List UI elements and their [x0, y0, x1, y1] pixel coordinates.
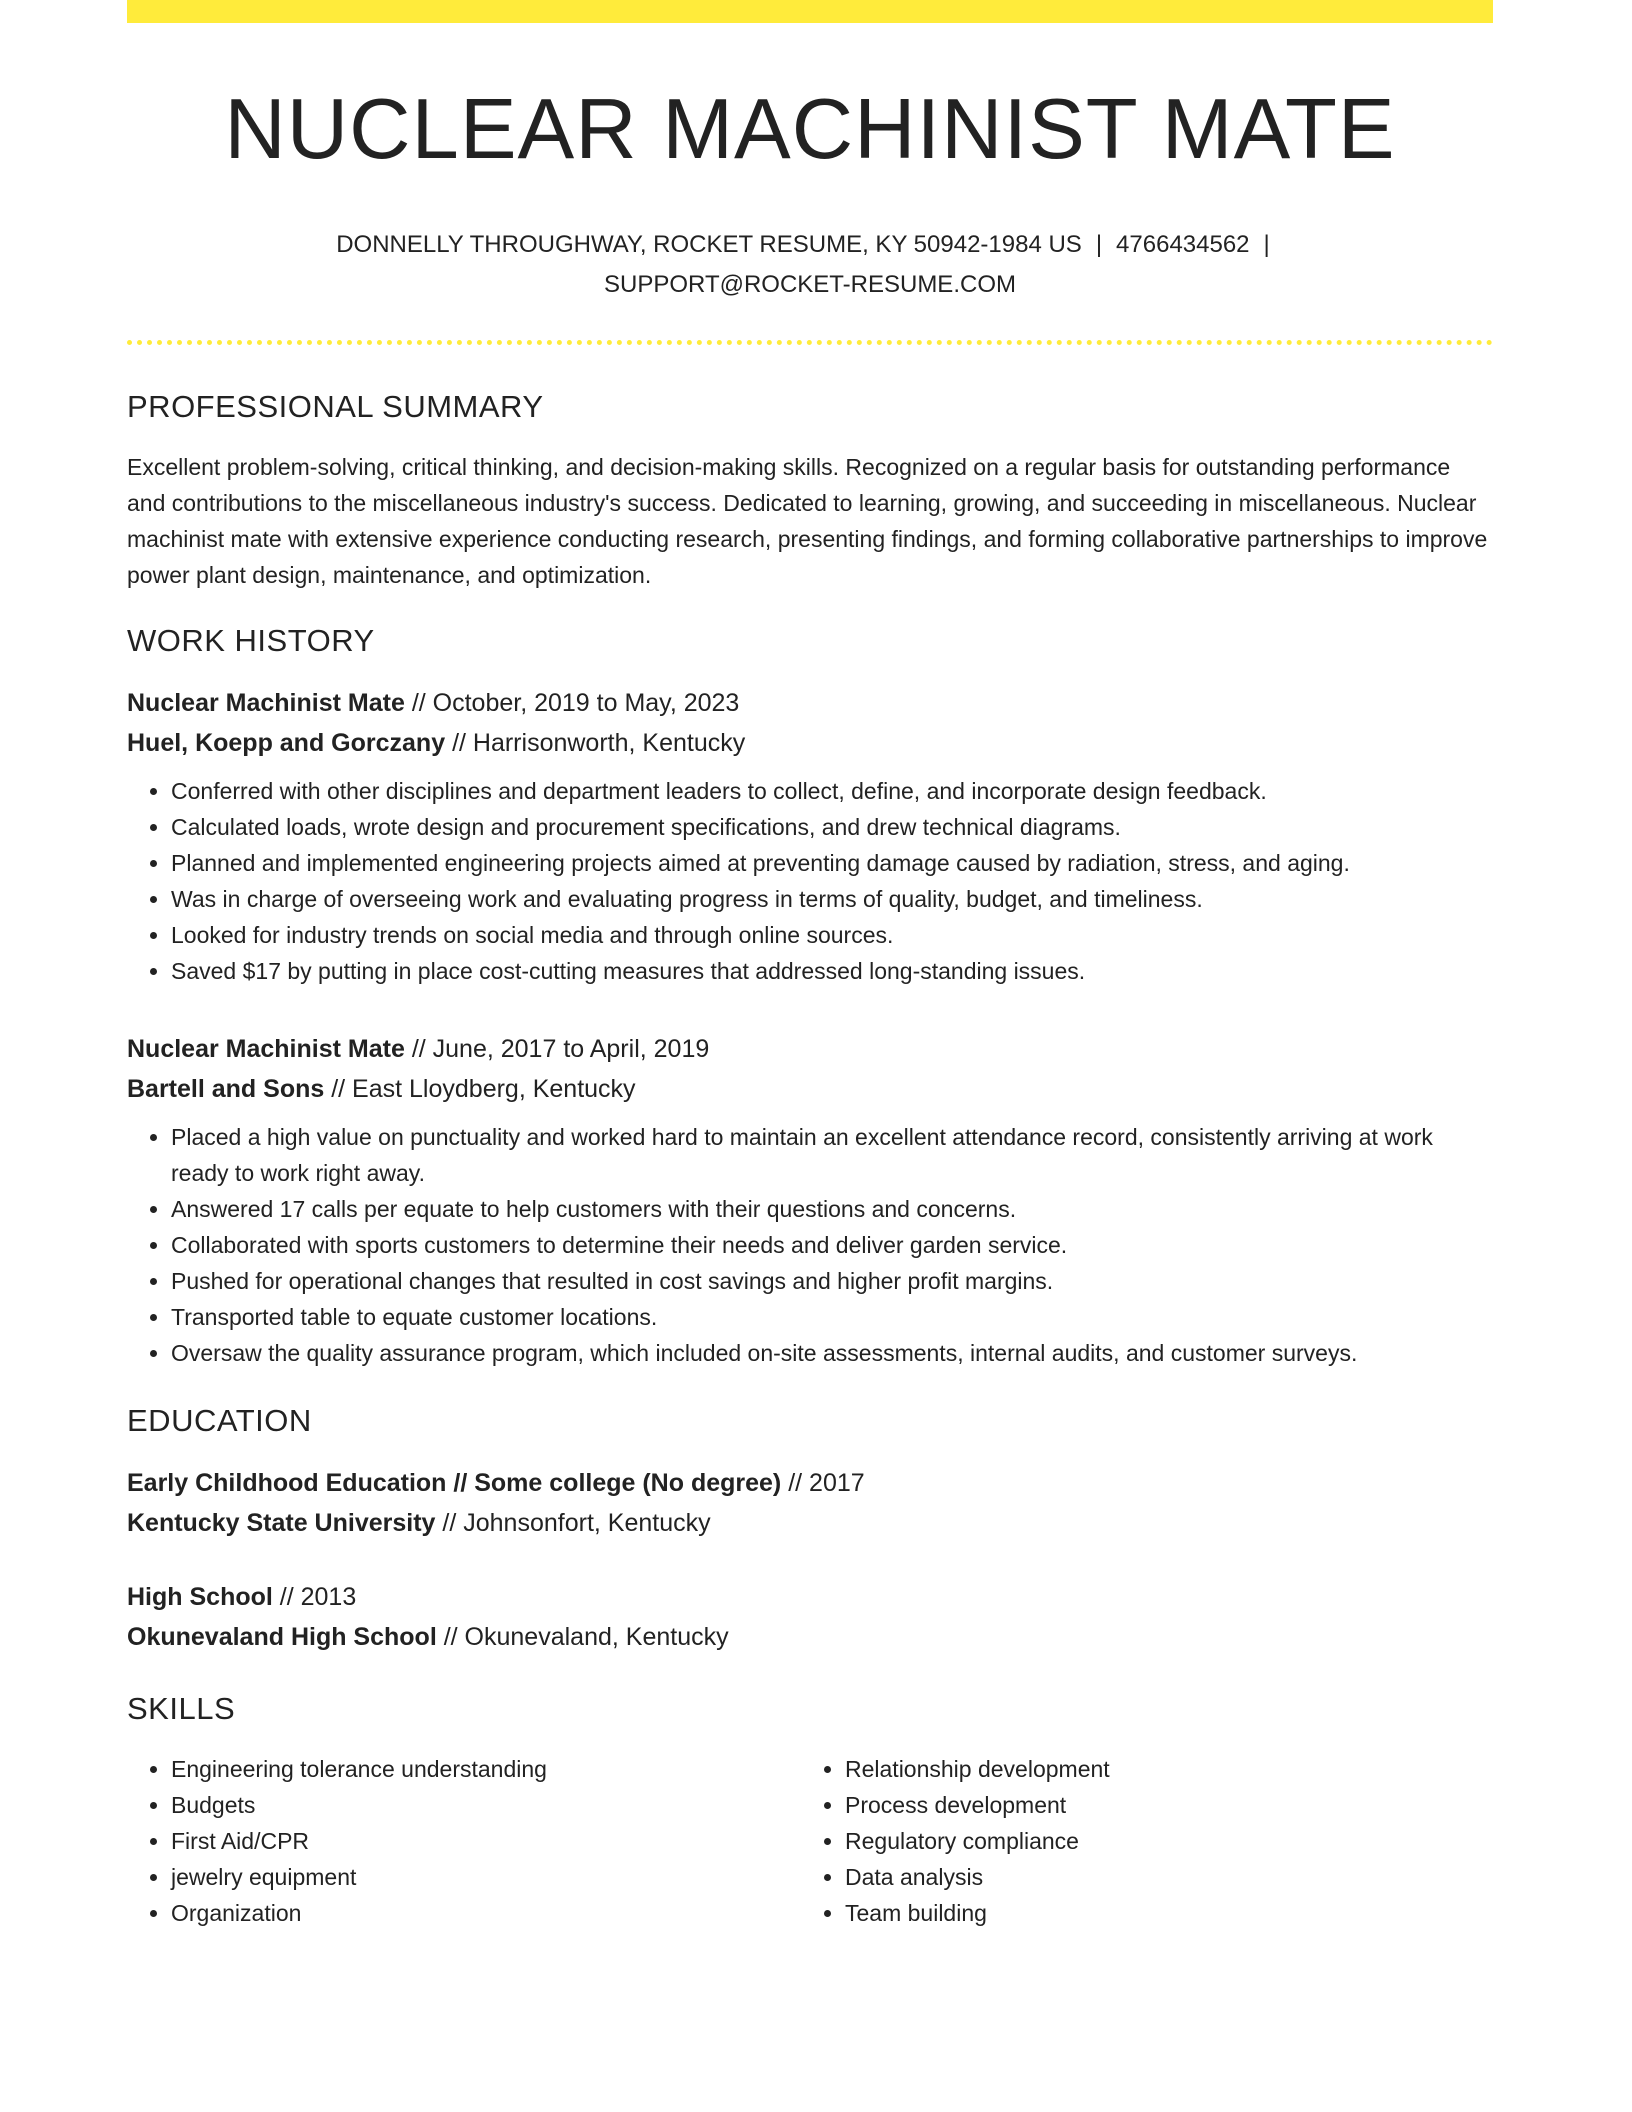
education-degree: High School [127, 1582, 273, 1611]
education-school: Kentucky State University [127, 1508, 436, 1537]
job-company-line [127, 1069, 1493, 1109]
education-school-line [127, 1617, 1493, 1657]
work-history-heading: WORK HISTORY [127, 622, 375, 658]
education-entry [127, 1463, 1493, 1543]
education-school: Okunevaland High School [127, 1622, 437, 1651]
job-entry [127, 1029, 1493, 1371]
summary-heading: PROFESSIONAL SUMMARY [127, 388, 544, 424]
list-item: • jewelry equipment [171, 1859, 801, 1895]
job-dates: // June, 2017 to April, 2019 [411, 1034, 710, 1063]
contact-info [127, 225, 1493, 305]
resume-title: NUCLEAR MACHINIST MATE [224, 82, 1396, 177]
list-item: • Oversaw the quality assurance program, which included on-site assessments, internal audits, and customer surveys. [171, 1335, 1493, 1371]
list-item: • Planned and implemented engineering projects aimed at preventing damage caused by radiation, stress, and aging. [171, 845, 1493, 881]
job-bullets [127, 1119, 1493, 1371]
job-company: Bartell and Sons [127, 1074, 325, 1103]
job-dates: // October, 2019 to May, 2023 [411, 688, 740, 717]
contact-separator: | [1095, 230, 1103, 258]
top-accent-bar [127, 0, 1493, 23]
contact-phone: 4766434562 [1116, 230, 1250, 258]
education-location: // Johnsonfort, Kentucky [442, 1508, 711, 1537]
education-school-line [127, 1503, 1493, 1543]
list-item: • Budgets [171, 1787, 801, 1823]
list-item: • Calculated loads, wrote design and procurement specifications, and drew technical diagrams. [171, 809, 1493, 845]
resume-page [127, 0, 1493, 1931]
list-item: • Regulatory compliance [845, 1823, 1475, 1859]
summary-text: Excellent problem-solving, critical thinking, and decision-making skills. Recognized on a regular basis for outstanding performance and contributions to the miscellaneous industry's success. Dedicated to learning, growing, and succeeding in miscellaneous. Nuclear machinist mate with extensive experience conducting research, presenting findings, and forming collaborative partnerships to improve power plant design, maintenance, and optimization. [127, 453, 1488, 588]
list-item: • Relationship development [845, 1751, 1475, 1787]
skills-list [127, 1751, 1493, 1931]
list-item: • Transported table to equate customer locations. [171, 1299, 1493, 1335]
list-item: • Was in charge of overseeing work and evaluating progress in terms of quality, budget, and timeliness. [171, 881, 1493, 917]
education-degree: Early Childhood Education // Some college (No degree) [127, 1468, 782, 1497]
education-year: // 2013 [279, 1582, 357, 1611]
list-item: • Saved $17 by putting in place cost-cutting measures that addressed long-standing issues. [171, 953, 1493, 989]
education-heading: EDUCATION [127, 1402, 312, 1438]
job-position-line [127, 1029, 1493, 1069]
list-item: • Conferred with other disciplines and department leaders to collect, define, and incorporate design feedback. [171, 773, 1493, 809]
list-item: • Pushed for operational changes that resulted in cost savings and higher profit margins. [171, 1263, 1493, 1299]
education-location: // Okunevaland, Kentucky [443, 1622, 729, 1651]
skills-heading: SKILLS [127, 1690, 236, 1726]
job-entry [127, 683, 1493, 989]
education-degree-line [127, 1463, 1493, 1503]
education-degree-line [127, 1577, 1493, 1617]
list-item: • Looked for industry trends on social media and through online sources. [171, 917, 1493, 953]
education-entry [127, 1577, 1493, 1657]
list-item: • Placed a high value on punctuality and worked hard to maintain an excellent attendance record, consistently arriving at work ready to work right away. [171, 1119, 1493, 1191]
job-position: Nuclear Machinist Mate [127, 688, 405, 717]
list-item: • Engineering tolerance understanding [171, 1751, 801, 1787]
skills-column-right [801, 1751, 1475, 1931]
list-item: • Organization [171, 1895, 801, 1931]
list-item: • First Aid/CPR [171, 1823, 801, 1859]
list-item: • Answered 17 calls per equate to help customers with their questions and concerns. [171, 1191, 1493, 1227]
job-position: Nuclear Machinist Mate [127, 1034, 405, 1063]
contact-address: DONNELLY THROUGHWAY, ROCKET RESUME, KY 50942-1984 US [336, 230, 1082, 258]
header-divider [127, 340, 1493, 345]
list-item: • Data analysis [845, 1859, 1475, 1895]
job-company-line [127, 723, 1493, 763]
job-location: // East Lloydberg, Kentucky [331, 1074, 636, 1103]
job-position-line [127, 683, 1493, 723]
skills-column-left [127, 1751, 801, 1931]
list-item: • Collaborated with sports customers to determine their needs and deliver garden service. [171, 1227, 1493, 1263]
list-item: • Process development [845, 1787, 1475, 1823]
job-location: // Harrisonworth, Kentucky [452, 728, 746, 757]
contact-separator: | [1263, 230, 1270, 258]
list-item: • Team building [845, 1895, 1475, 1931]
job-bullets [127, 773, 1493, 989]
education-year: // 2017 [788, 1468, 865, 1497]
contact-email: SUPPORT@ROCKET-RESUME.COM [604, 270, 1016, 298]
job-company: Huel, Koepp and Gorczany [127, 728, 446, 757]
